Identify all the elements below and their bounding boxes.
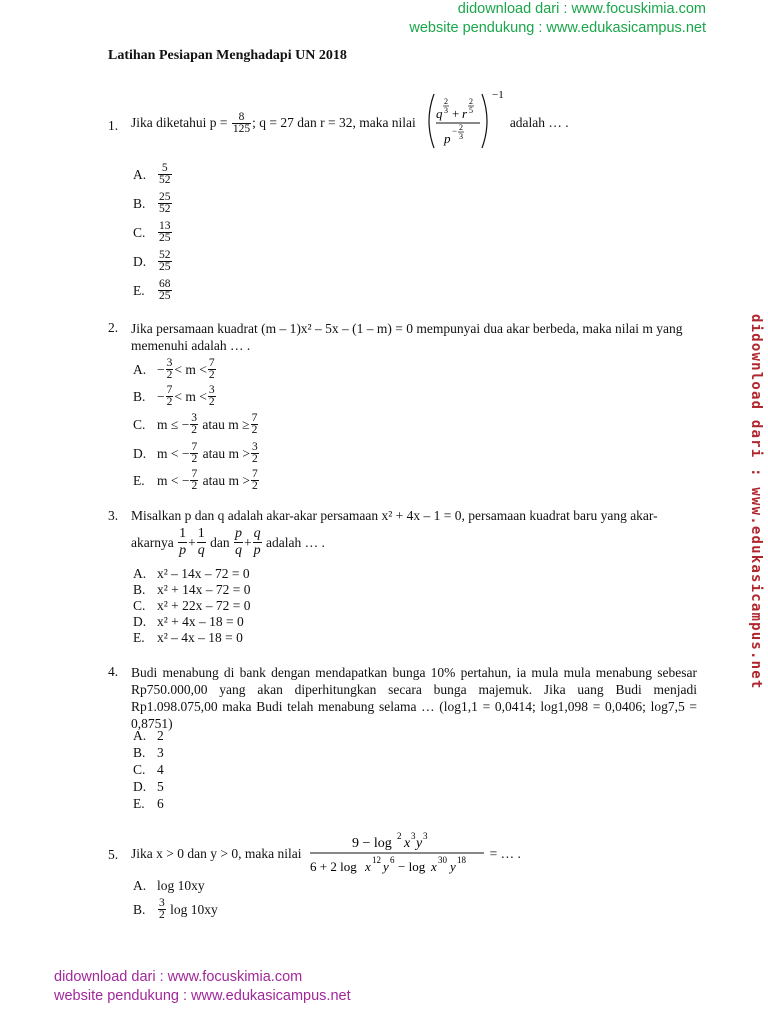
question-2-number: 2. — [108, 320, 119, 335]
q4-option-e[interactable]: E. 6 — [133, 796, 164, 811]
q1-text-c: adalah … . — [509, 115, 569, 130]
q1-option-a[interactable]: A. $\frac{5}{52}$ — [133, 162, 171, 186]
question-1-number: 1. — [108, 118, 119, 133]
page-title: Latihan Pesiapan Menghadapi UN 2018 — [108, 48, 347, 63]
svg-text:3: 3 — [423, 831, 428, 841]
svg-text:2: 2 — [468, 97, 473, 106]
q5-option-a[interactable]: A. log 10xy — [133, 878, 205, 893]
q1-option-c[interactable]: C. $\frac{13}{25}$ — [133, 220, 171, 244]
svg-text:r: r — [461, 106, 467, 121]
q2-option-b[interactable]: B. − $\frac{7}{2}$ < m < $\frac{3}{2}$ — [133, 384, 215, 408]
q3-option-d[interactable]: D. x² + 4x – 18 = 0 — [133, 614, 244, 629]
question-4-text: Budi menabung di bank dengan mendapatkan bunga 10% pertahun, ia mula mula menabung sebesar Rp750.000,00 yang akan diperhitungkan secara bunga majemuk. Jika uang Budi menjadi Rp1.098.075,00 maka Budi telah menabung selama … (log1,1 = 0,0414; log1,098 = 0,0406; log7,5 = 0,8751) — [131, 665, 697, 731]
q3-option-a[interactable]: A. x² – 14x – 72 = 0 — [133, 566, 250, 581]
q3-option-c[interactable]: C. x² + 22x – 72 = 0 — [133, 598, 251, 613]
q2-option-c[interactable]: C. m ≤ − $\frac{3}{2}$ atau m ≥ $\frac{7}{2}$ — [133, 412, 258, 436]
svg-text:q: q — [435, 106, 443, 121]
svg-text:x: x — [431, 859, 437, 874]
svg-text:3: 3 — [411, 831, 416, 841]
svg-text:12: 12 — [372, 855, 382, 865]
footer-line-2: website pendukung : www.edukasicampus.net — [54, 988, 351, 1004]
q2-option-e[interactable]: E. m < − $\frac{7}{2}$ atau m > $\frac{7}{2}$ — [133, 468, 258, 492]
question-3-text-line-1: Misalkan p dan q adalah akar-akar persamaan x² + 4x – 1 = 0, persamaan kuadrat baru yang akar- — [131, 508, 658, 523]
svg-text:6: 6 — [390, 855, 395, 865]
question-5-number: 5. — [108, 847, 119, 862]
svg-text:x: x — [365, 859, 371, 874]
question-2-text: Jika persamaan kuadrat (m – 1)x² – 5x – (1 – m) = 0 mempunyai dua akar berbeda, maka nilai m yang memenuhi adalah … . — [131, 321, 683, 353]
question-5-text: Jika x > 0 dan y > 0, maka nilai 9 − log 2 x 3 y 3 6 + 2 log x 12 y 6 − log x 30 y 18 = … . — [131, 826, 521, 882]
q1-option-b[interactable]: B. $\frac{25}{52}$ — [133, 191, 171, 215]
q1-option-e[interactable]: E. $\frac{68}{25}$ — [133, 278, 171, 302]
svg-text:−1: −1 — [491, 89, 504, 101]
svg-text:− log: − log — [398, 859, 426, 874]
svg-text:2: 2 — [397, 831, 402, 841]
svg-text:y: y — [450, 859, 456, 874]
q1-text-a: Jika diketahui p = — [131, 115, 228, 130]
svg-text:5: 5 — [468, 106, 473, 115]
q3-option-e[interactable]: E. x² – 4x – 18 = 0 — [133, 630, 243, 645]
svg-text:+: + — [451, 106, 460, 121]
q1-expression — [422, 88, 504, 158]
q2-option-a[interactable]: A. − $\frac{3}{2}$ < m < $\frac{7}{2}$ — [133, 357, 215, 381]
svg-text:3: 3 — [443, 106, 448, 115]
q3-option-b[interactable]: B. x² + 14x – 72 = 0 — [133, 582, 251, 597]
svg-text:2: 2 — [443, 97, 448, 106]
header-line-1: didownload dari : www.focuskimia.com — [457, 1, 706, 17]
svg-text:−: − — [451, 126, 457, 136]
footer-line-1: didownload dari : www.focuskimia.com — [54, 969, 303, 985]
svg-text:3: 3 — [458, 132, 463, 141]
side-watermark: didownload dari : www.edukasicampus.net — [748, 314, 764, 690]
question-1-text — [131, 90, 569, 156]
q5-option-b[interactable]: B. $\frac{3}{2}$ log 10xy — [133, 897, 218, 921]
q4-option-c[interactable]: C. 4 — [133, 762, 164, 777]
q1-text-b: ; q = 27 dan r = 32, maka nilai — [252, 115, 416, 130]
q1-p-fraction: $\frac{8}{125}$ — [232, 110, 251, 135]
svg-text:6 + 2 log: 6 + 2 log — [310, 859, 357, 874]
svg-text:2: 2 — [458, 123, 463, 132]
q2-option-d[interactable]: D. m < − $\frac{7}{2}$ atau m > $\frac{3}{2}$ — [133, 441, 258, 465]
q4-option-d[interactable]: D. 5 — [133, 779, 164, 794]
question-4-number: 4. — [108, 664, 119, 679]
svg-text:y: y — [383, 859, 389, 874]
question-3-text-line-2: akarnya $\frac{1}{p}$ + $\frac{1}{q}$ dan $\frac{p}{q}$ + $\frac{q}{p}$ adalah … . — [131, 526, 325, 558]
q4-option-a[interactable]: A. 2 — [133, 728, 164, 743]
q1-option-d[interactable]: D. $\frac{52}{25}$ — [133, 249, 171, 273]
header-line-2: website pendukung : www.edukasicampus.net — [409, 20, 706, 36]
q5-log-fraction — [308, 829, 486, 879]
svg-text:p: p — [443, 131, 451, 146]
svg-text:9 − log: 9 − log — [352, 836, 392, 851]
svg-text:18: 18 — [457, 855, 467, 865]
q1-power-expression — [422, 88, 504, 154]
svg-text:y: y — [416, 836, 423, 851]
question-3-number: 3. — [108, 508, 119, 523]
q4-option-b[interactable]: B. 3 — [133, 745, 164, 760]
svg-text:x: x — [404, 836, 411, 851]
svg-text:30: 30 — [438, 855, 448, 865]
